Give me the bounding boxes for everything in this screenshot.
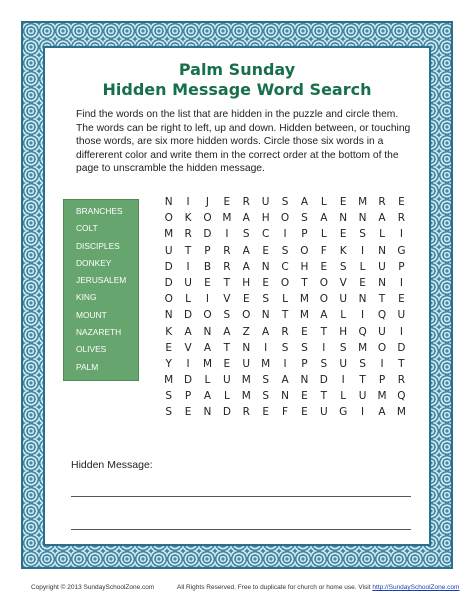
grid-letter[interactable]: J [205, 196, 210, 208]
grid-letter[interactable]: S [281, 341, 289, 354]
grid-letter[interactable]: D [203, 228, 212, 241]
grid-letter[interactable]: S [320, 357, 328, 370]
grid-letter[interactable]: S [281, 244, 289, 257]
grid-letter[interactable]: E [398, 293, 405, 306]
grid-letter[interactable]: L [379, 228, 385, 241]
grid-letter[interactable]: T [359, 374, 366, 387]
grid-letter[interactable]: U [319, 406, 328, 419]
grid-letter[interactable]: T [320, 390, 328, 403]
grid-letter[interactable]: E [223, 357, 231, 370]
grid-row [159, 405, 413, 421]
hidden-message-label: Hidden Message: [71, 459, 153, 471]
grid-row [159, 373, 413, 389]
grid-letter[interactable]: L [204, 374, 211, 387]
grid-letter[interactable]: U [339, 293, 348, 306]
grid-letter[interactable]: O [377, 341, 387, 354]
grid-letter[interactable]: R [184, 228, 192, 241]
grid-letter[interactable]: O [280, 276, 290, 289]
grid-letter[interactable]: N [358, 212, 367, 225]
grid-letter[interactable]: N [164, 196, 173, 208]
grid-letter[interactable]: D [164, 276, 173, 289]
grid-letter[interactable]: L [320, 228, 327, 241]
grid-letter[interactable]: U [339, 357, 348, 370]
grid-letter[interactable]: E [398, 196, 405, 208]
grid-letter[interactable]: I [399, 325, 403, 338]
grid-row [159, 308, 413, 324]
grid-row [159, 357, 413, 373]
grid-letter[interactable]: O [242, 309, 251, 322]
grid-letter[interactable]: I [186, 357, 190, 370]
website-link[interactable]: http://SundaySchoolZone.com [372, 584, 460, 591]
grid-letter[interactable]: U [184, 276, 192, 289]
grid-row [159, 211, 413, 227]
page-subtitle: Hidden Message Word Search [102, 80, 372, 99]
instructions-text: Find the words on the list that are hidden in the puzzle and circle them. The words can be right to left, up and down. Hidden between, or touching those words, are six more hidden words. Circle those six words in a differerent color and write them in the correct order at the bottom of the page to unscramble the hidden message. [76, 109, 411, 175]
grid-letter[interactable]: N [203, 406, 212, 419]
grid-letter[interactable]: I [380, 357, 384, 370]
grid-letter[interactable]: G [397, 244, 406, 257]
page-title: Palm Sunday [178, 60, 296, 79]
grid-letter[interactable]: Y [165, 357, 172, 370]
grid-letter[interactable]: E [301, 325, 308, 338]
grid-letter[interactable]: H [339, 325, 348, 338]
grid-letter[interactable]: E [165, 341, 173, 354]
grid-letter[interactable]: A [378, 406, 386, 419]
grid-letter[interactable]: M [377, 390, 387, 403]
grid-letter[interactable]: L [340, 309, 347, 322]
grid-letter[interactable]: L [282, 293, 288, 306]
grid-row [159, 227, 413, 243]
rights-statement: All Rights Reserved. Free to duplicate for church or home use. Visit [177, 584, 371, 591]
grid-letter[interactable]: I [341, 374, 345, 387]
grid-letter[interactable]: T [223, 341, 231, 354]
grid-letter[interactable]: I [361, 244, 365, 257]
grid-letter[interactable]: O [280, 212, 290, 225]
word-list-item: DONKEY [76, 257, 112, 268]
grid-letter[interactable]: E [262, 276, 269, 289]
grid-letter[interactable]: N [378, 276, 386, 289]
grid-letter[interactable]: D [397, 341, 406, 354]
grid-row [159, 244, 413, 260]
grid-letter[interactable]: A [378, 212, 386, 225]
grid-letter[interactable]: M [202, 357, 212, 370]
grid-letter[interactable]: S [165, 390, 173, 403]
grid-letter[interactable]: E [204, 276, 211, 289]
grid-letter[interactable]: S [339, 260, 347, 273]
grid-letter[interactable]: P [378, 374, 386, 387]
rights-text [177, 584, 459, 591]
grid-letter[interactable]: T [281, 309, 289, 322]
grid-letter[interactable]: T [223, 276, 231, 289]
grid-letter[interactable]: R [397, 212, 406, 225]
grid-letter[interactable]: U [164, 244, 173, 257]
grid-letter[interactable]: M [222, 212, 232, 225]
word-list-item: PALM [76, 361, 99, 372]
grid-letter[interactable]: N [261, 260, 270, 273]
grid-letter[interactable]: B [203, 260, 212, 273]
grid-letter[interactable]: U [378, 325, 386, 338]
grid-letter[interactable]: D [184, 374, 193, 387]
word-list-item: DISCIPLES [76, 240, 120, 251]
grid-letter[interactable]: E [320, 260, 328, 273]
grid-letter[interactable]: A [242, 212, 250, 225]
grid-letter[interactable]: N [339, 212, 348, 225]
grid-letter[interactable]: E [262, 244, 269, 257]
grid-letter[interactable]: S [223, 309, 231, 322]
grid-letter[interactable]: I [361, 309, 365, 322]
word-list-item: OLIVES [76, 344, 107, 355]
grid-letter[interactable]: Z [242, 325, 250, 338]
grid-letter[interactable]: T [320, 325, 328, 338]
grid-letter[interactable]: R [397, 374, 406, 387]
grid-letter[interactable]: M [261, 357, 271, 370]
word-list-item: MOUNT [76, 309, 107, 320]
grid-letter[interactable]: I [283, 228, 287, 241]
grid-letter[interactable]: S [281, 196, 289, 208]
grid-letter[interactable]: O [164, 212, 173, 225]
grid-letter[interactable]: U [261, 196, 270, 208]
grid-letter[interactable]: M [164, 228, 174, 241]
grid-letter[interactable]: Q [358, 325, 367, 338]
grid-letter[interactable]: S [262, 374, 269, 387]
grid-letter[interactable]: O [319, 276, 328, 289]
grid-letter[interactable]: L [359, 260, 366, 273]
grid-letter[interactable]: V [184, 341, 192, 354]
grid-letter[interactable]: M [164, 374, 174, 387]
grid-letter[interactable]: P [204, 244, 211, 257]
grid-letter[interactable]: N [242, 341, 251, 354]
grid-letter[interactable]: A [320, 212, 328, 225]
grid-letter[interactable]: S [165, 406, 173, 419]
grid-letter[interactable]: I [205, 293, 210, 306]
grid-letter[interactable]: V [223, 293, 231, 306]
grid-letter[interactable]: P [301, 228, 308, 241]
word-list-item: NAZARETH [76, 327, 122, 338]
grid-letter[interactable]: S [301, 341, 308, 354]
grid-letter[interactable]: T [398, 357, 405, 370]
grid-letter[interactable]: I [399, 228, 403, 241]
grid-row [159, 276, 413, 292]
grid-letter[interactable]: U [242, 357, 251, 370]
word-list-item: COLT [76, 223, 98, 234]
grid-row [159, 195, 413, 211]
grid-letter[interactable]: T [184, 244, 192, 257]
grid-letter[interactable]: E [242, 293, 250, 306]
word-list-item: BRANCHES [76, 206, 123, 216]
grid-letter[interactable]: D [319, 374, 328, 387]
grid-letter[interactable]: K [184, 212, 192, 225]
grid-letter[interactable]: U [397, 309, 406, 322]
grid-letter[interactable]: T [378, 293, 386, 306]
grid-letter[interactable]: Q [397, 390, 406, 403]
grid-letter[interactable]: S [359, 357, 366, 370]
grid-letter[interactable]: R [223, 260, 231, 273]
grid-letter[interactable]: O [164, 293, 173, 306]
grid-letter[interactable]: L [320, 196, 327, 208]
grid-letter[interactable]: A [242, 244, 250, 257]
grid-letter[interactable]: A [242, 260, 250, 273]
grid-row [159, 389, 413, 405]
grid-row [159, 341, 413, 357]
grid-letter[interactable]: P [398, 260, 405, 273]
grid-letter[interactable]: O [300, 244, 309, 257]
grid-letter[interactable]: I [264, 341, 268, 354]
grid-letter[interactable]: G [339, 406, 348, 419]
grid-letter[interactable]: P [184, 390, 192, 403]
grid-letter[interactable]: R [378, 196, 386, 208]
grid-letter[interactable]: F [320, 244, 327, 257]
grid-letter[interactable]: A [300, 196, 309, 208]
word-list-item: KING [76, 292, 97, 303]
grid-letter[interactable]: D [164, 260, 173, 273]
grid-letter[interactable]: A [262, 325, 270, 338]
grid-letter[interactable]: A [184, 325, 192, 338]
grid-letter[interactable]: D [222, 406, 231, 419]
grid-letter[interactable]: S [262, 390, 269, 403]
grid-letter[interactable]: A [203, 341, 212, 354]
grid-letter[interactable]: I [186, 196, 190, 208]
word-list-item: JERUSALEM [76, 275, 127, 286]
grid-letter[interactable]: H [300, 260, 309, 273]
grid-letter[interactable]: R [223, 244, 231, 257]
grid-letter[interactable]: I [399, 276, 403, 289]
grid-letter[interactable]: C [261, 228, 270, 241]
grid-letter[interactable]: R [281, 325, 289, 338]
grid-letter[interactable]: A [223, 325, 231, 338]
grid-letter[interactable]: N [300, 374, 309, 387]
grid-letter[interactable]: N [203, 325, 212, 338]
answer-line [71, 496, 411, 497]
grid-letter[interactable]: E [301, 390, 308, 403]
grid-letter[interactable]: A [203, 390, 212, 403]
grid-letter[interactable]: S [339, 341, 347, 354]
grid-letter[interactable]: I [322, 341, 326, 354]
grid-letter[interactable]: S [359, 228, 366, 241]
grid-letter[interactable]: E [339, 228, 347, 241]
grid-letter[interactable]: L [185, 293, 192, 306]
word-list [63, 199, 139, 381]
grid-row [159, 325, 413, 341]
grid-letter[interactable]: L [223, 390, 230, 403]
grid-letter[interactable]: R [242, 196, 250, 208]
grid-letter[interactable]: M [299, 293, 309, 306]
grid-letter[interactable]: N [281, 390, 289, 403]
grid-letter[interactable]: I [225, 228, 229, 241]
grid-letter[interactable]: K [339, 244, 347, 257]
grid-letter[interactable]: L [340, 390, 347, 403]
grid-letter[interactable]: O [319, 293, 328, 306]
grid-letter[interactable]: H [261, 212, 270, 225]
grid-letter[interactable]: S [262, 293, 269, 306]
grid-letter[interactable]: M [396, 406, 406, 419]
grid-letter[interactable]: M [358, 341, 368, 354]
grid-letter[interactable]: N [378, 244, 386, 257]
grid-letter[interactable]: V [339, 276, 347, 289]
grid-letter[interactable]: O [203, 309, 212, 322]
grid-letter[interactable]: K [165, 325, 173, 338]
grid-letter[interactable]: H [242, 276, 251, 289]
grid-letter[interactable]: M [299, 309, 309, 322]
grid-letter[interactable]: M [358, 196, 368, 208]
grid-letter[interactable]: F [282, 406, 289, 419]
grid-letter[interactable]: P [301, 357, 308, 370]
grid-letter[interactable]: D [184, 309, 193, 322]
grid-letter[interactable]: E [262, 406, 269, 419]
grid-letter[interactable]: N [261, 309, 270, 322]
grid-letter[interactable]: T [301, 276, 308, 289]
grid-letter[interactable]: E [184, 406, 192, 419]
grid-letter[interactable]: E [301, 406, 308, 419]
grid-letter[interactable]: A [281, 374, 289, 387]
grid-letter[interactable]: S [301, 212, 308, 225]
grid-letter[interactable]: N [164, 309, 173, 322]
grid-letter[interactable]: Q [377, 309, 387, 322]
grid-letter[interactable]: A [320, 309, 328, 322]
grid-letter[interactable]: U [378, 260, 386, 273]
grid-letter[interactable]: R [242, 406, 250, 419]
grid-letter[interactable]: I [186, 260, 190, 273]
grid-letter[interactable]: M [241, 390, 251, 403]
copyright-text: Copyright © 2013 SundaySchoolZone.com [31, 584, 155, 591]
grid-letter[interactable]: M [241, 374, 251, 387]
answer-line [71, 529, 411, 530]
grid-letter[interactable]: U [223, 374, 231, 387]
grid-letter[interactable]: I [283, 357, 287, 370]
grid-letter[interactable]: I [361, 406, 365, 419]
grid-letter[interactable]: E [223, 196, 231, 208]
grid-letter[interactable]: O [203, 212, 212, 225]
grid-row [159, 260, 413, 276]
word-search-grid [159, 195, 413, 422]
grid-letter[interactable]: U [358, 390, 367, 403]
grid-row [159, 292, 413, 308]
grid-letter[interactable]: E [339, 196, 347, 208]
grid-letter[interactable]: N [358, 293, 367, 306]
grid-letter[interactable]: S [242, 228, 250, 241]
grid-letter[interactable]: C [281, 260, 289, 273]
grid-letter[interactable]: E [359, 276, 366, 289]
